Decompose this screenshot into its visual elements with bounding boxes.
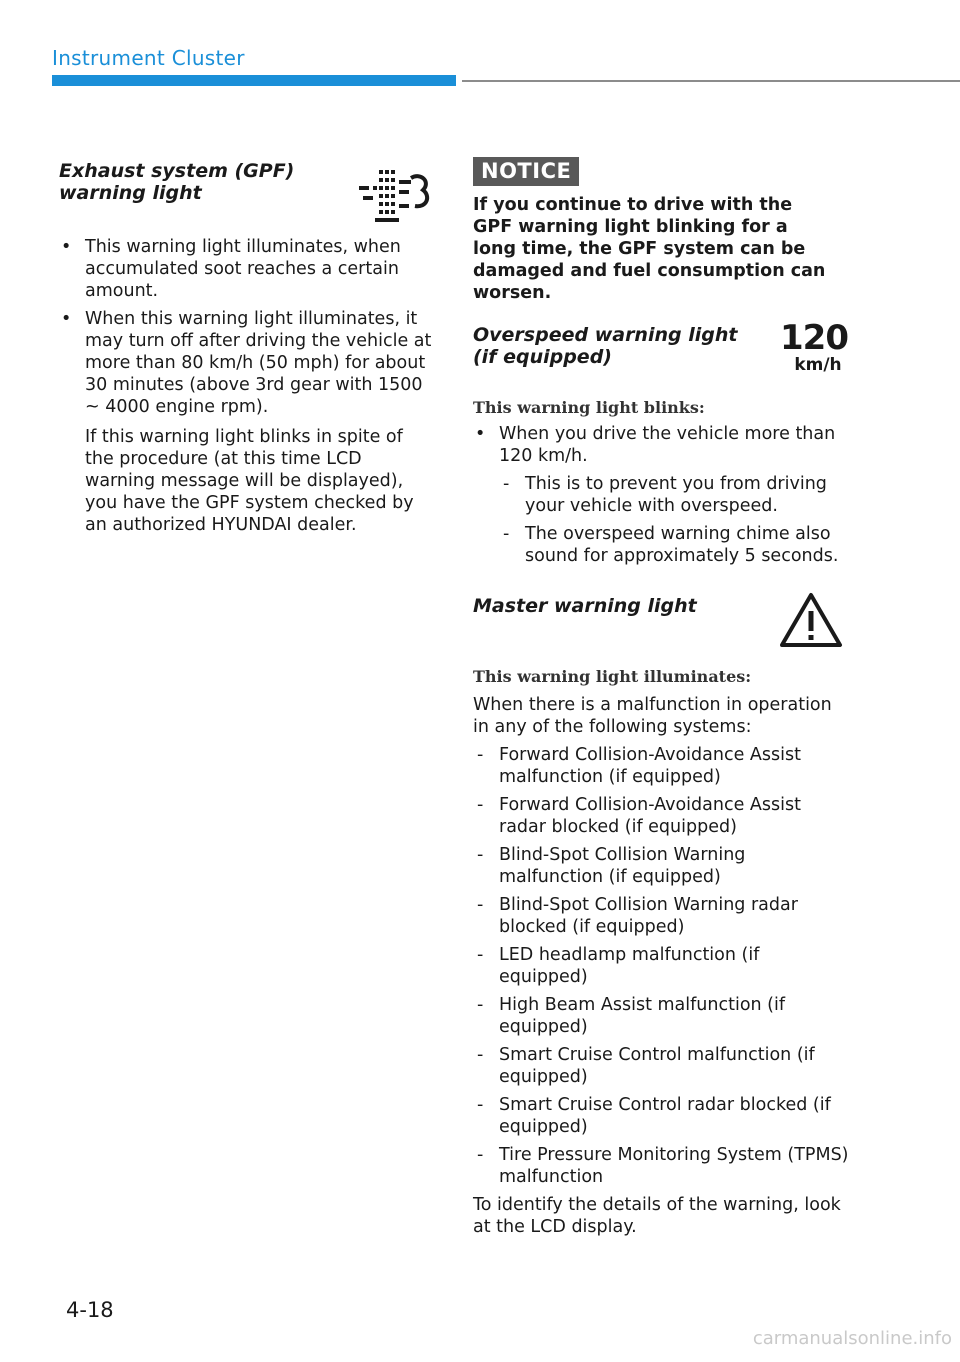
master-outro: To identify the details of the warning, look at the LCD display. (473, 1195, 841, 1237)
gpf-heading-row (59, 160, 434, 230)
dash-mark: - (477, 945, 484, 965)
bullet-mark: • (61, 309, 72, 329)
dash-text: This is to prevent you from driving your vehicle with overspeed. (525, 474, 827, 516)
overspeed-120-icon (778, 320, 850, 374)
dash-text: Blind-Spot Collision Warning malfunction (if equipped) (499, 845, 746, 887)
list-item (473, 894, 853, 938)
list-item (473, 1094, 853, 1138)
dash-text: The overspeed warning chime also sound for approximately 5 seconds. (525, 524, 839, 566)
overspeed-bullet-list (473, 423, 853, 567)
dash-mark: - (477, 895, 484, 915)
overspeed-heading-row (473, 318, 853, 390)
warning-triangle-icon (778, 591, 844, 649)
list-item (473, 794, 853, 838)
list-item (59, 236, 434, 302)
overspeed-lead: This warning light blinks: (473, 398, 705, 417)
master-lead: This warning light illuminates: (473, 667, 752, 686)
overspeed-value: 120 (780, 318, 848, 358)
dash-text: Forward Collision-Avoidance Assist radar blocked (if equipped) (499, 795, 801, 837)
overspeed-unit: km/h (794, 355, 842, 375)
gpf-title: Exhaust system (GPF) warning light (59, 160, 295, 204)
list-item (499, 523, 853, 567)
overspeed-title: Overspeed warning light (if equipped) (473, 324, 738, 368)
dash-mark: - (477, 845, 484, 865)
master-heading-row (473, 595, 853, 659)
dash-text: High Beam Assist malfunction (if equipped) (499, 995, 786, 1037)
master-title: Master warning light (473, 595, 697, 617)
dash-mark: - (477, 1145, 484, 1165)
list-item (473, 994, 853, 1038)
overspeed-bullet-text: When you drive the vehicle more than 120 km/h. (499, 424, 836, 466)
master-intro: When there is a malfunction in operation in any of the following systems: (473, 695, 832, 737)
exhaust-gpf-icon (357, 168, 435, 224)
list-item (473, 1044, 853, 1088)
bullet-mark: • (475, 424, 486, 444)
overspeed-dash-list (499, 473, 853, 567)
dash-text: Blind-Spot Collision Warning radar blocked (if equipped) (499, 895, 798, 937)
gpf-extra-text: If this warning light blinks in spite of the procedure (at this time LCD warning message will be displayed), you have the GPF system checked by an authorized HYUNDAI dealer. (85, 427, 414, 535)
right-column (473, 157, 853, 1238)
header-accent-bar (52, 75, 456, 86)
header-rule (462, 80, 960, 82)
gpf-bullet-list (59, 236, 434, 536)
dash-text: LED headlamp malfunction (if equipped) (499, 945, 760, 987)
gpf-bullet-text: This warning light illuminates, when accumulated soot reaches a certain amount. (85, 237, 401, 301)
notice-badge: NOTICE (473, 157, 579, 186)
watermark: carmanualsonline.info (752, 1328, 952, 1349)
dash-mark: - (477, 1095, 484, 1115)
dash-mark: - (477, 1045, 484, 1065)
dash-text: Tire Pressure Monitoring System (TPMS) malfunction (499, 1145, 849, 1187)
section-title: Instrument Cluster (52, 46, 245, 70)
gpf-bullet-text: When this warning light illuminates, it may turn off after driving the vehicle at more than 80 km/h (50 mph) for about 30 minutes (above 3rd gear with 1500 ~ 4000 engine rpm). (85, 309, 432, 417)
list-item (473, 1144, 853, 1188)
dash-text: Smart Cruise Control malfunction (if equipped) (499, 1045, 815, 1087)
dash-text: Forward Collision-Avoidance Assist malfunction (if equipped) (499, 745, 801, 787)
left-column (59, 160, 434, 542)
dash-mark: - (477, 745, 484, 765)
list-item (473, 744, 853, 788)
list-item (473, 423, 853, 567)
list-item (59, 308, 434, 536)
list-item (473, 944, 853, 988)
list-item (499, 473, 853, 517)
dash-mark: - (503, 474, 510, 494)
dash-mark: - (503, 524, 510, 544)
master-dash-list (473, 744, 853, 1188)
notice-text: If you continue to drive with the GPF warning light blinking for a long time, the GPF system can be damaged and fuel consumption can worsen. (473, 195, 826, 303)
dash-text: Smart Cruise Control radar blocked (if equipped) (499, 1095, 831, 1137)
dash-mark: - (477, 995, 484, 1015)
bullet-mark: • (61, 237, 72, 257)
list-item (473, 844, 853, 888)
dash-mark: - (477, 795, 484, 815)
page-number: 4-18 (66, 1298, 114, 1322)
